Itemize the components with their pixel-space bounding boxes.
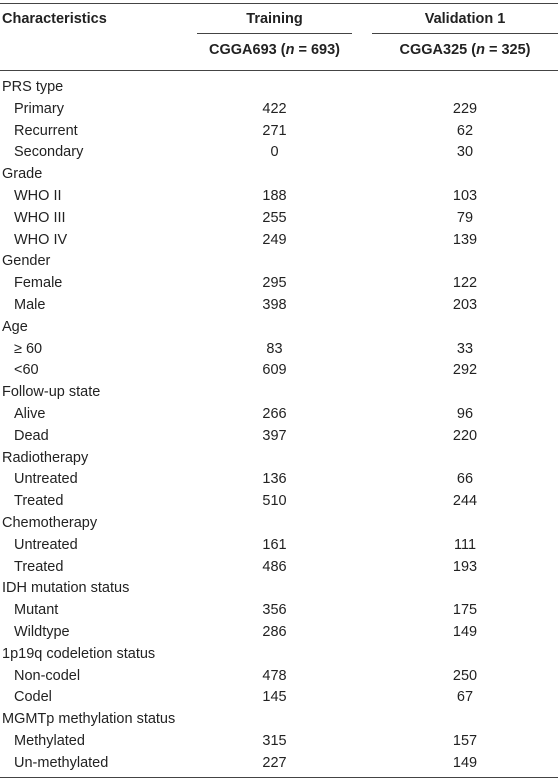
table-row [0, 208, 558, 230]
row-label: Dead [14, 427, 49, 444]
training-value: 486 [262, 558, 287, 575]
row-label: Recurrent [14, 122, 78, 139]
table-top-rule [0, 3, 558, 4]
validation-value: 220 [452, 427, 478, 444]
row-label: Untreated [14, 536, 78, 553]
table-row [0, 142, 558, 164]
row-label: WHO III [14, 209, 66, 226]
validation-value: 67 [456, 689, 474, 706]
training-value: 315 [262, 732, 287, 749]
table-row [0, 491, 558, 513]
row-label: Codel [14, 689, 52, 706]
row-label: Wildtype [14, 623, 70, 640]
row-label: Methylated [14, 732, 85, 749]
validation-value: 139 [452, 231, 478, 248]
validation-subheader-rule [372, 33, 558, 34]
validation-value: 149 [452, 754, 478, 771]
table-group-row [0, 578, 558, 600]
validation-value: 79 [456, 209, 474, 226]
row-label: Mutant [14, 602, 59, 619]
row-label: WHO II [14, 187, 62, 204]
validation-value: 66 [456, 471, 474, 488]
training-value: 295 [262, 275, 287, 292]
table-row [0, 535, 558, 557]
training-cohort-name: CGGA693 ( [209, 42, 286, 58]
row-label: Untreated [14, 471, 78, 488]
validation-value: 103 [452, 187, 478, 204]
training-value: 398 [262, 296, 287, 313]
row-label: Un-methylated [14, 754, 109, 771]
table-row [0, 622, 558, 644]
row-label: Primary [14, 100, 64, 117]
training-value: 136 [262, 471, 287, 488]
training-value: 83 [266, 340, 283, 357]
training-value: 609 [262, 362, 287, 379]
table-row [0, 753, 558, 775]
table-row [0, 666, 558, 688]
header-characteristics: Characteristics [2, 11, 107, 27]
header-validation: Validation 1 [424, 11, 506, 27]
table-row [0, 731, 558, 753]
validation-value: 157 [452, 732, 478, 749]
training-value: 161 [262, 536, 287, 553]
group-label: Chemotherapy [2, 514, 98, 531]
table-group-row [0, 77, 558, 99]
table-row [0, 186, 558, 208]
group-label: Age [2, 318, 28, 335]
validation-value: 244 [452, 493, 478, 510]
table-row [0, 360, 558, 382]
header-training: Training [246, 11, 303, 27]
training-subheader-rule [197, 33, 352, 34]
training-value: 0 [270, 144, 279, 161]
validation-cohort-name: CGGA325 ( [399, 42, 477, 58]
row-label: Secondary [14, 144, 84, 161]
training-n-symbol: n [285, 42, 295, 58]
table-group-row [0, 644, 558, 666]
validation-value: 292 [452, 362, 478, 379]
training-value: 266 [262, 405, 287, 422]
header-validation-cohort [372, 42, 558, 58]
table-row [0, 121, 558, 143]
header-training-cohort [197, 42, 352, 58]
validation-value: 33 [456, 340, 474, 357]
row-label: <60 [14, 362, 39, 379]
row-label: Female [14, 275, 63, 292]
table-row [0, 687, 558, 709]
table-row [0, 469, 558, 491]
table-row [0, 557, 558, 579]
group-label: Radiotherapy [2, 449, 89, 466]
training-n-count: = 693) [294, 42, 340, 58]
group-label: Follow-up state [2, 384, 101, 401]
training-value: 188 [262, 187, 287, 204]
validation-value: 193 [452, 558, 478, 575]
row-label: WHO IV [14, 231, 68, 248]
row-label: Treated [14, 558, 64, 575]
training-value: 249 [262, 231, 287, 248]
validation-value: 30 [456, 144, 474, 161]
table-group-row [0, 709, 558, 731]
training-value: 286 [262, 623, 287, 640]
group-label: IDH mutation status [2, 580, 130, 597]
table-row [0, 426, 558, 448]
table-body [0, 77, 558, 775]
group-label: 1p19q codeletion status [2, 645, 156, 662]
table-bottom-rule [0, 777, 558, 778]
group-label: MGMTp methylation status [2, 711, 176, 728]
validation-n-symbol: n [476, 42, 485, 58]
table-group-row [0, 164, 558, 186]
training-value: 422 [262, 100, 287, 117]
table-row [0, 295, 558, 317]
row-label: Treated [14, 493, 64, 510]
training-value: 255 [262, 209, 287, 226]
validation-value: 122 [452, 275, 478, 292]
training-value: 478 [262, 667, 287, 684]
table-group-row [0, 513, 558, 535]
training-value: 271 [262, 122, 287, 139]
training-value: 510 [262, 493, 287, 510]
validation-value: 62 [456, 122, 474, 139]
table-group-row [0, 251, 558, 273]
validation-value: 111 [453, 536, 477, 553]
row-label: Non-codel [14, 667, 81, 684]
table-row [0, 600, 558, 622]
validation-value: 149 [452, 623, 478, 640]
training-value: 356 [262, 602, 287, 619]
table-row [0, 404, 558, 426]
validation-value: 250 [452, 667, 478, 684]
training-value: 145 [262, 689, 287, 706]
table-row [0, 339, 558, 361]
validation-n-count: = 325) [484, 42, 531, 58]
row-label: Male [14, 296, 46, 313]
training-value: 227 [262, 754, 287, 771]
group-label: Gender [2, 253, 51, 270]
training-value: 397 [262, 427, 287, 444]
row-label: Alive [14, 405, 46, 422]
header-bottom-rule [0, 70, 558, 71]
group-label: PRS type [2, 79, 64, 95]
table-group-row [0, 317, 558, 339]
table-row [0, 230, 558, 252]
table-row [0, 273, 558, 295]
validation-value: 229 [452, 100, 478, 117]
table-group-row [0, 448, 558, 470]
table-row [0, 99, 558, 121]
row-label: ≥ 60 [14, 340, 43, 357]
validation-value: 203 [452, 296, 478, 313]
validation-value: 175 [452, 602, 478, 619]
validation-value: 96 [456, 405, 474, 422]
group-label: Grade [2, 166, 43, 183]
table-group-row [0, 382, 558, 404]
